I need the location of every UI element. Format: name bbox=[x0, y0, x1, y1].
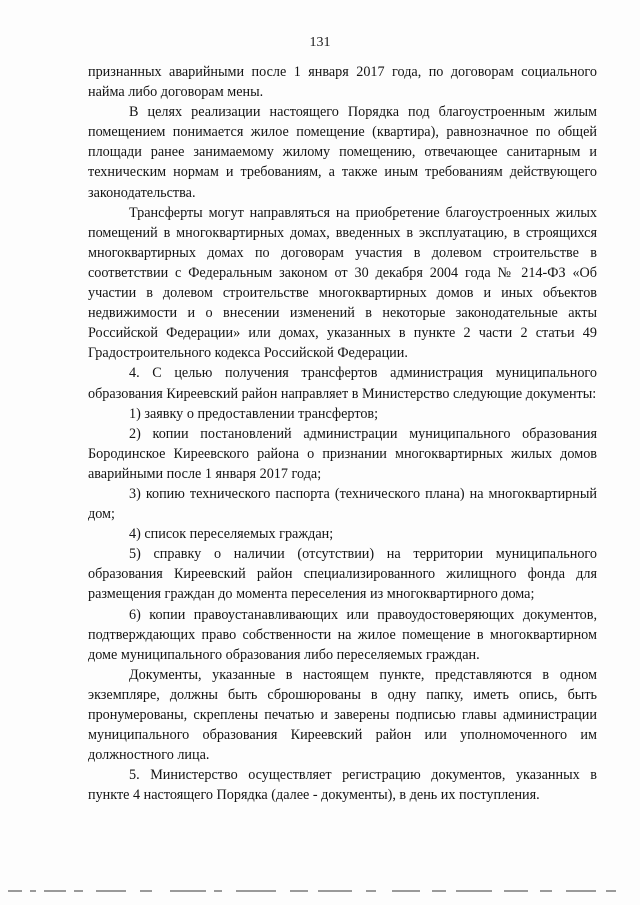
list-item-6: 6) копии правоустанавливающих или правоудостоверяющих документов, подтверждающих право собственности на жилое помещение в многоквартирном доме муниципального образования либо переселяемых граждан. bbox=[88, 606, 597, 663]
paragraph-1: признанных аварийными после 1 января 2017 года, по договорам социального найма либо договорам мены. bbox=[88, 64, 597, 101]
list-item-4: 4) список переселяемых граждан; bbox=[129, 526, 334, 543]
paragraph-documents: Документы, указанные в настоящем пункте, представляются в одном экземпляре, должны быть сброшюрованы в одну папку, иметь опись, быть пронумерованы, скреплены печатью и заверены подписью главы администрации муниципального образования Киреевский район или уполномоченного им должностного лица. bbox=[88, 666, 597, 764]
page-number: 131 bbox=[309, 35, 331, 50]
paragraph-4: 4. С целью получения трансфертов администрация муниципального образования Киреевский район направляет в Министерство следующие документы: bbox=[88, 365, 597, 402]
list-item-5: 5) справку о наличии (отсутствии) на территории муниципального образования Киреевский район специализированного жилищного фонда для размещения граждан до момента переселения из многоквартирного дома; bbox=[88, 546, 597, 603]
list-item-2: 2) копии постановлений администрации муниципального образования Бородинское Киреевского района о признании многоквартирных жилых домов аварийными после 1 января 2017 года; bbox=[88, 425, 597, 482]
paragraph-5: 5. Министерство осуществляет регистрацию документов, указанных в пункте 4 настоящего Порядка (далее - документы), в день их поступления. bbox=[88, 767, 597, 804]
list-item-3: 3) копию технического паспорта (технического плана) на многоквартирный дом; bbox=[88, 485, 597, 523]
list-item-1: 1) заявку о предоставлении трансфертов; bbox=[129, 405, 379, 422]
paragraph-3: Трансферты могут направляться на приобретение благоустроенных жилых помещений в многоквартирных домах, введенных в эксплуатацию, в строящихся многоквартирных домах по договорам участия в долевом строительстве в соответствии с Федеральным законом от 30 декабря 2004 года № 214-ФЗ «Об участии в долевом строительстве многоквартирных домов и иных объектов недвижимости и о внесении изменений в некоторые законодательные акты Российской Федерации» или домах, указанных в пункте 2 части 2 статьи 49 Градостроительного кодекса Российской Федерации. bbox=[88, 204, 597, 362]
paragraph-2: В целях реализации настоящего Порядка под благоустроенным жилым помещением понимается жилое помещение (квартира), равнозначное по общей площади ранее занимаемому жилому помещению, отвечающее санитарным и техническим нормам и требованиям, а также иным требованиям действующего законодательства. bbox=[88, 104, 597, 201]
scan-edge-artifact bbox=[0, 889, 640, 893]
document-body bbox=[88, 62, 597, 805]
